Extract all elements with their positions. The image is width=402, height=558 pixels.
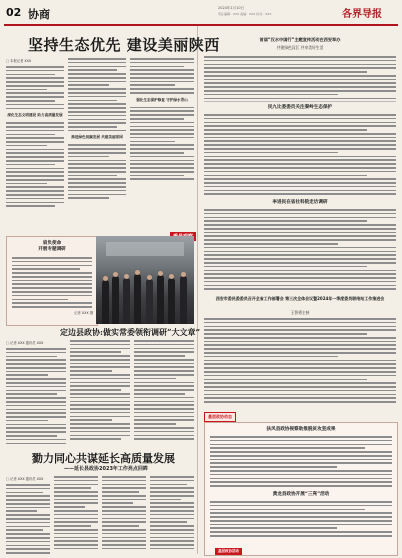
- story3-column-3: [102, 476, 146, 556]
- column-divider: [197, 26, 198, 554]
- right-article-1: [204, 56, 396, 102]
- story3-column-4: [150, 476, 194, 556]
- article-column-3: [130, 58, 194, 230]
- brief-headline-2: 黄龙县政协开展“三亮”活动: [272, 492, 330, 497]
- article-column-2: [68, 58, 126, 230]
- page-number: 02: [6, 6, 22, 19]
- story3-column-1: [6, 476, 50, 556]
- issue-date: 2024年1月10日: [218, 6, 245, 10]
- main-headline: 坚持生态优先 建设美丽陕西: [28, 36, 220, 54]
- caption-headline-2: 开展专题调研: [38, 247, 66, 252]
- article-subhead: 强化生态保护修复 守护绿水青山: [136, 97, 188, 102]
- editor-credits: 责任编辑：XXX 美编：XXX 校对：XXX: [218, 12, 272, 16]
- news-brief-box: [204, 422, 398, 556]
- story-headline: 定边县政协:做实常委领衔调研“大文章”: [60, 327, 201, 337]
- right-subhead-1: 共建绿色汉江 共享美好生活: [276, 45, 324, 50]
- right-headline-3: 李进民在省社科院走访调研: [272, 200, 328, 205]
- footer-tag: 基层政协活动: [215, 548, 242, 555]
- article-column-1: [6, 58, 64, 230]
- header-rule: [4, 24, 398, 26]
- story2-column-1: [6, 340, 66, 448]
- page-header: [0, 0, 402, 26]
- story-byline: □ 记者 XXX 通讯员 XXX: [6, 341, 44, 345]
- caption-headline: 肩负使命: [42, 241, 62, 246]
- story2-column-2: [70, 340, 130, 448]
- section-name: 协商: [28, 8, 50, 21]
- masthead-logo: 各界导报: [342, 9, 382, 20]
- brief-headline-1: 扶风县政协视察助推脱贫攻坚成果: [266, 427, 336, 432]
- story3-column-2: [54, 476, 98, 556]
- story3-subhead: ——延长县政协2023年工作亮点回眸: [64, 466, 148, 472]
- right-headline-2: 民九比委委员关注秦岭生态保护: [267, 105, 333, 110]
- news-photo: [96, 236, 194, 324]
- story3-headline: 勠力同心共谋延长高质量发展: [32, 452, 175, 465]
- article-subhead: 推进绿色低碳发展 共建美丽家园: [71, 135, 123, 140]
- story2-column-3: [134, 340, 194, 448]
- divider: [204, 101, 396, 102]
- right-headline-1: 首届“汉水中国行”主题宣传活动在西安举办: [259, 37, 341, 42]
- article-subhead: 深化生态文明建设 助力高质量发展: [7, 113, 63, 118]
- byline: □ 本报记者 XXX: [6, 59, 32, 63]
- right-article-3: [204, 209, 396, 293]
- right-subhead-4: 王智勇主持: [290, 310, 310, 315]
- right-article-2: [204, 114, 396, 198]
- right-headline-4: 西安市委民委委员召开全省工作部署会 第三次全体会议暨2024年一季度委员联络站工作推进会: [215, 296, 385, 301]
- section-tag: 基层政协动态: [204, 412, 236, 422]
- story3-byline: □ 记者 XXX 通讯员 XXX: [6, 477, 44, 481]
- photo-caption-box: [6, 236, 98, 326]
- photo-credit: 记者 XXX 摄: [74, 310, 93, 315]
- right-article-4: [204, 318, 396, 408]
